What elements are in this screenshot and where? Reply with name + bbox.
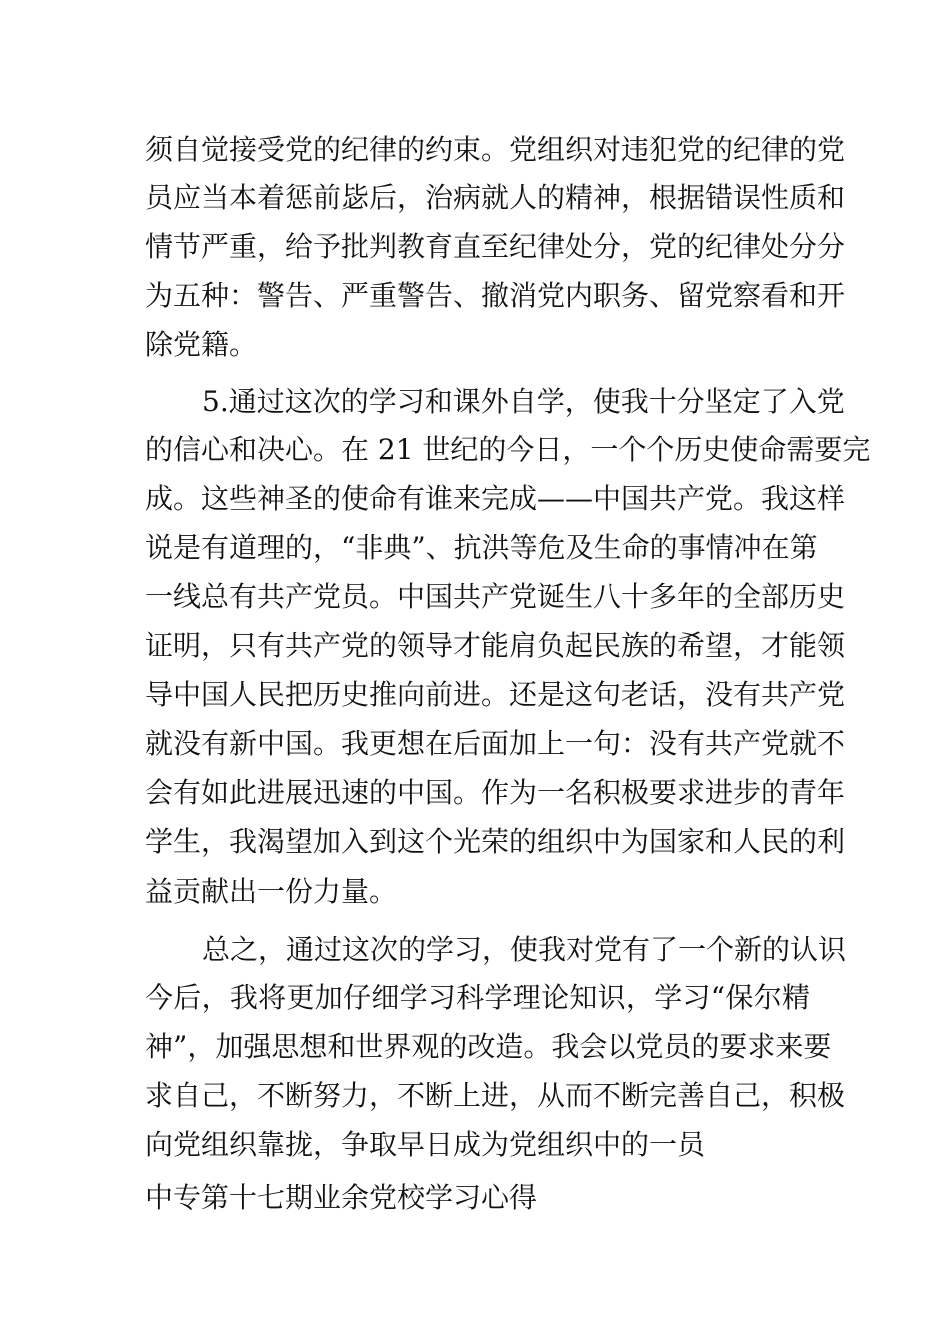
text-line: 今后，我将更加仔细学习科学理论知识，学习“保尔精 — [145, 981, 810, 1014]
text-line: 神”，加强思想和世界观的改造。我会以党员的要求来要 — [145, 1030, 832, 1063]
text-line: 员应当本着惩前毖后，治病就人的精神，根据错误性质和 — [145, 181, 846, 214]
text-line: 为五种：警告、严重警告、撤消党内职务、留党察看和开 — [145, 279, 846, 312]
text-line: 说是有道理的，“非典”、抗洪等危及生命的事情冲在第 — [145, 531, 818, 564]
document-title: 中专第十七期业余党校学习心得 — [145, 1181, 538, 1214]
text-line: 会有如此进展迅速的中国。作为一名积极要求进步的青年 — [145, 776, 846, 809]
text-line: 导中国人民把历史推向前进。还是这句老话，没有共产党 — [145, 678, 846, 711]
text-line: 求自己，不断努力，不断上进，从而不断完善自己，积极 — [145, 1079, 846, 1112]
text-line: 证明，只有共产党的领导才能肩负起民族的希望，才能领 — [145, 629, 846, 662]
text-line: 就没有新中国。我更想在后面加上一句：没有共产党就不 — [145, 727, 846, 760]
text-line: 除党籍。 — [145, 328, 258, 361]
text-line: 益贡献出一份力量。 — [145, 875, 398, 908]
text-line: 总之，通过这次的学习，使我对党有了一个新的认识 — [202, 933, 847, 966]
text-line: 一线总有共产党员。中国共产党诞生八十多年的全部历史 — [145, 580, 846, 613]
text-line: 成。这些神圣的使命有谁来完成——中国共产党。我这样 — [145, 482, 846, 515]
text-line: 须自觉接受党的纪律的约束。党组织对违犯党的纪律的党 — [145, 133, 846, 166]
text-line: 5.通过这次的学习和课外自学，使我十分坚定了入党 — [202, 385, 845, 418]
text-line: 向党组织靠拢，争取早日成为党组织中的一员 — [145, 1128, 706, 1161]
text-line: 情节严重，给予批判教育直至纪律处分，党的纪律处分分 — [145, 230, 846, 263]
text-line: 的信心和决心。在 21 世纪的今日，一个个历史使命需要完 — [145, 433, 871, 466]
text-line: 学生，我渴望加入到这个光荣的组织中为国家和人民的利 — [145, 825, 846, 858]
